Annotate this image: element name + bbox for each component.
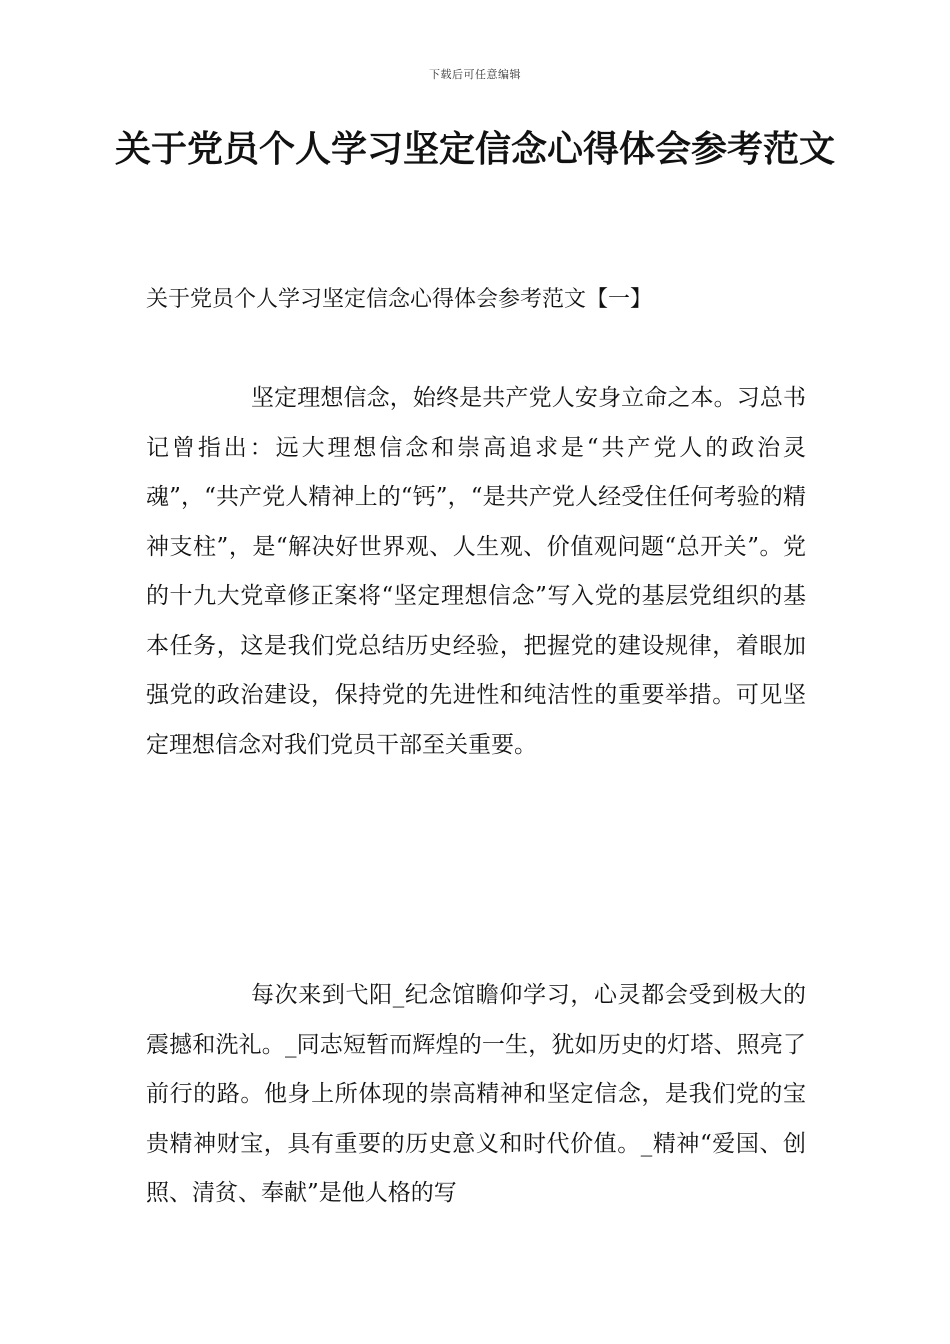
header-note: 下载后可任意编辑: [429, 68, 521, 81]
body-paragraph-1: 坚定理想信念，始终是共产党人安身立命之本。习总书记曾指出：远大理想信念和崇高追求是“共产党人的政治灵魂”，“共产党人精神上的“钙”，“是共产党人经受住任何考验的精神支柱”，是“解决好世界观、人生观、价值观问题“总开关”。党的十九大党章修正案将“坚定理想信念”写入党的基层党组织的基本任务，这是我们党总结历史经验，把握党的建设规律，着眼加强党的政治建设，保持党的先进性和纯洁性的重要举措。可见坚定理想信念对我们党员干部至关重要。: [146, 385, 806, 758]
body-paragraph-2: 每次来到弋阳_纪念馆瞻仰学习，心灵都会受到极大的震撼和洗礼。_同志短暂而辉煌的一生，犹如历史的灯塔、照亮了前行的路。他身上所体现的崇高精神和坚定信念，是我们党的宝贵精神财宝，具有重要的历史意义和时代价值。_精神“爱国、创照、清贫、奉献”是他人格的写: [146, 982, 806, 1206]
document-title: 关于党员个人学习坚定信念心得体会参考范文: [114, 129, 835, 170]
section-subtitle: 关于党员个人学习坚定信念心得体会参考范文【一】: [146, 287, 653, 312]
